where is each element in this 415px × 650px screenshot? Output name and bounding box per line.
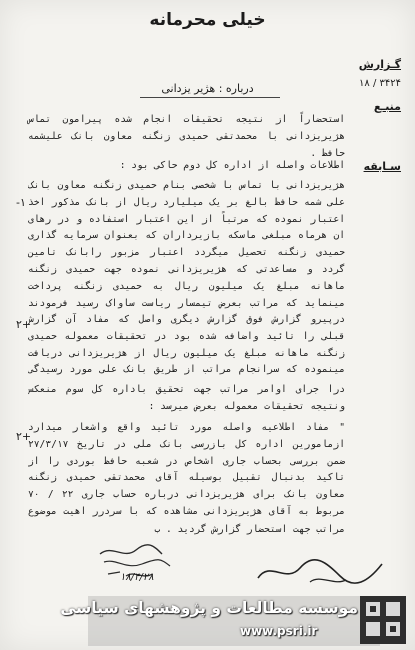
watermark-url: www.psri.ir — [240, 624, 318, 638]
item-number: ۲+ — [16, 430, 32, 443]
background-label: سـابقه — [363, 160, 401, 173]
intro-paragraph: استحضاراً از نتیجه تحقیقات انجام شده پیرامون تماس هژیریزدانی با محمدتقی حمیدی زنگنه معاون بانک علیشمه حافظ . — [28, 114, 345, 159]
handwritten-signature — [250, 552, 390, 592]
report-date-line: اطلاعات واصله از اداره کل دوم حاکی بود : — [119, 160, 345, 171]
item-paragraph: هژیریزدانی با تماس با شخصی بنام حمیدی زنگنه معاون بانک علی شمه حافظ بالغ بر یک میلیارد ریال از بانک مذکور اخذ اعتبار نموده که مرتباً از این اعتبار استفاده و در رهای ان هرماه مبلغی ماسکه بازیرداران که بعنوان سرمایه گذاری حمیدی زنگنه تحصیل میگردد اعتبار مزبور رابانک تامین گردد و مساعدتی که هژیریزدانی نموده جهت حمیدی زنگنه ماهانه مبلغ یک میلیون ریال به حمیدی زنگنه پرداخت مینماید که مراتب بعرض تیمسار ریاست ساواک رسید فرمودند — [28, 180, 345, 309]
handwritten-date: ۱۸/۴/۲۸ — [120, 572, 154, 583]
source-label: منبـع — [373, 100, 401, 113]
subject-line: درباره : هژیر یزدانی — [161, 82, 254, 95]
item-number: ۲+ — [16, 318, 32, 331]
subject-underline — [140, 97, 280, 98]
item-paragraph: درپیرو گزارش فوق گزارش دیگری واصل که مفاد آن گزارش قبلی را تائید واضافه شده بود در تحقیقات معموله حمیدی زنگنه ماهانه مبلغ یک میلیون ریال از هژیریزدانی دریافت مینموده که سرانجام مراتب از طریق بانک علی مورد رسیدگی — [28, 314, 345, 376]
psri-logo-icon — [360, 596, 406, 644]
report-label: گـزارش — [358, 58, 401, 71]
item-paragraph: درا جرای اوامر مراتب جهت تحقیق باداره کل سوم منعکس ونتیجه تحقیقات معموله بعرض میرسد : — [28, 384, 345, 412]
report-number: ۳۴۲۴ / ۱۸ — [359, 78, 401, 89]
item-paragraph: " مفاد اطلاعیه واصله مورد تائید واقع واشعار میدارد ازمامورین اداره کل بازرسی بانک ملی در تاریخ ۲۷/۳/۱۷ ضمن بررسی بحساب جاری اشخاص در شعبه حافظ بوردی را از تاکید بدنبال تقبیل بوسیله آقای محمدتقی حمیدی زنگنه معاون بانک برای هژیریزدانی درباره حساب جاری ۲۲ / ۷۰ مربوط به آقای هژیریزدانی مشاهده که با سردرر اهیت موضوع — [28, 422, 345, 517]
classification-heading: خیلی محرمانه — [149, 10, 266, 30]
watermark-title: موسسه مطالعات و پژوهشهای سیاسی — [60, 599, 358, 617]
item-number: -۱ — [16, 196, 26, 209]
closing-line: مراتب جهت استحضار گزارش گردید . ب — [154, 524, 345, 535]
